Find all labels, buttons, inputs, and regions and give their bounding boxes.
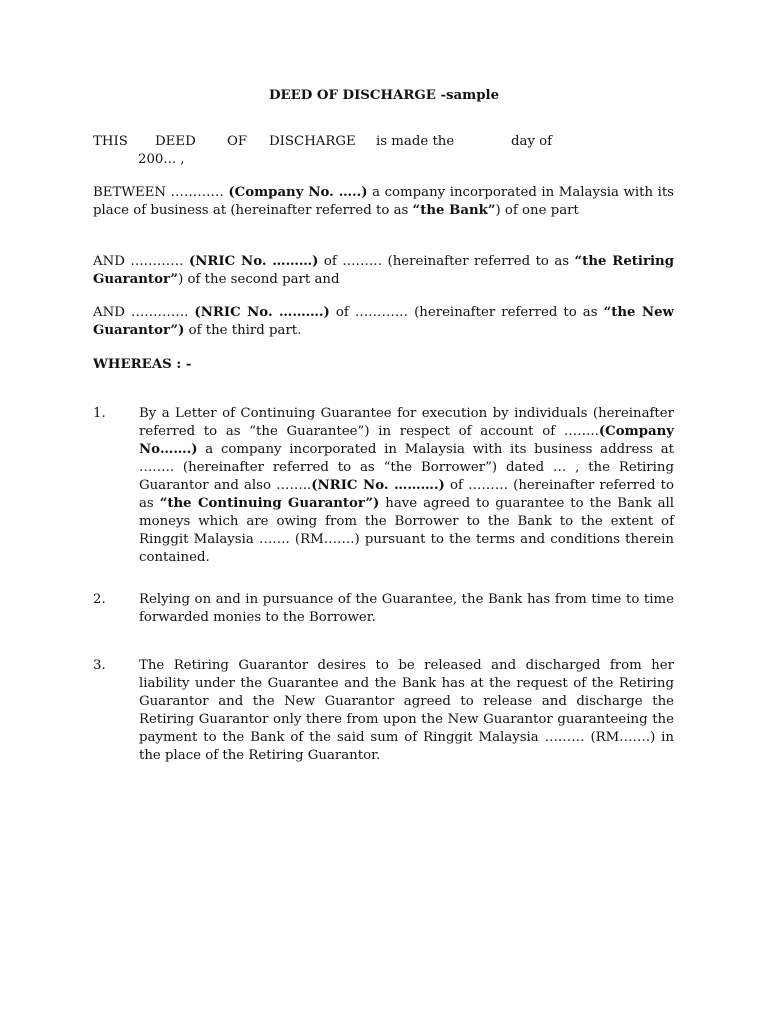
- intro-word: DEED: [155, 134, 196, 149]
- clause-number: 3.: [93, 658, 106, 673]
- clause-2: Relying on and in pursuance of the Guarantee, the Bank has from time to time forwarded monies to the Borrower.: [139, 592, 674, 625]
- party-lead: AND …………: [93, 254, 189, 269]
- party-retiring-guarantor: [93, 253, 674, 289]
- clause-text: By a Letter of Continuing Guarantee for execution by individuals (hereinafter referred to as “the Guarantee”) in respect of account of ……..: [139, 406, 674, 439]
- clause-text: a company incorporated in Malaysia with its business address at …….. (hereinafter referred to as “the Borrower”) dated … , the Retiring Guarantor and also ……..: [139, 442, 674, 493]
- party-text: a company incorporated in Malaysia with its place of business at (hereinafter referred to as: [93, 185, 674, 218]
- party-id: (NRIC No. ……….): [194, 305, 330, 320]
- party-text: of ……… (hereinafter referred to as: [318, 254, 575, 269]
- intro-date-line: 200... ,: [138, 152, 185, 167]
- intro-word: day of: [511, 134, 553, 149]
- clause-1: [139, 405, 674, 567]
- party-text: ) of one part: [495, 203, 579, 218]
- clause-defined-term: (Company No…….): [139, 424, 674, 457]
- party-defined-term: “the Retiring Guarantor”: [93, 254, 674, 287]
- party-text: of ………… (hereinafter referred to as: [329, 305, 604, 320]
- intro-word: is made the: [376, 134, 455, 149]
- clause-text: of ……… (hereinafter referred to as: [139, 478, 674, 511]
- clause-number: 2.: [93, 592, 106, 607]
- party-lead: AND ………….: [93, 305, 195, 320]
- document-title: DEED OF DISCHARGE -sample: [268, 88, 500, 103]
- clause-defined-term: “the Continuing Guarantor”): [159, 496, 380, 511]
- intro-word: OF: [227, 134, 248, 149]
- intro-word: THIS: [93, 134, 128, 149]
- party-lead: BETWEEN …………: [93, 185, 229, 200]
- intro-word: DISCHARGE: [269, 134, 356, 149]
- party-text: of the third part.: [184, 323, 302, 338]
- party-id: (NRIC No. ………): [188, 254, 319, 269]
- party-between: [93, 184, 674, 220]
- party-defined-term: “the Bank”: [412, 203, 496, 218]
- clause-text: have agreed to guarantee to the Bank all moneys which are owing from the Borrower to the Bank to the extent of Ringgit Malaysia ……. (RM…….) pursuant to the terms and conditions therein contained.: [139, 496, 674, 565]
- clause-defined-term: (NRIC No. ……….): [311, 478, 445, 493]
- party-id: (Company No. …..): [228, 185, 368, 200]
- party-defined-term: “the New Guarantor”): [93, 305, 674, 338]
- party-text: ) of the second part and: [178, 272, 340, 287]
- clause-3: The Retiring Guarantor desires to be released and discharged from her liability under the Guarantee and the Bank has at the request of the Retiring Guarantor and the New Guarantor agreed to release and discharge the Retiring Guarantor only there from upon the New Guarantor guaranteeing the payment to the Bank of the said sum of Ringgit Malaysia ……… (RM…….) in the place of the Retiring Guarantor.: [139, 658, 674, 763]
- party-new-guarantor: [93, 304, 674, 340]
- clause-number: 1.: [93, 406, 106, 421]
- whereas-heading: WHEREAS : -: [93, 357, 192, 372]
